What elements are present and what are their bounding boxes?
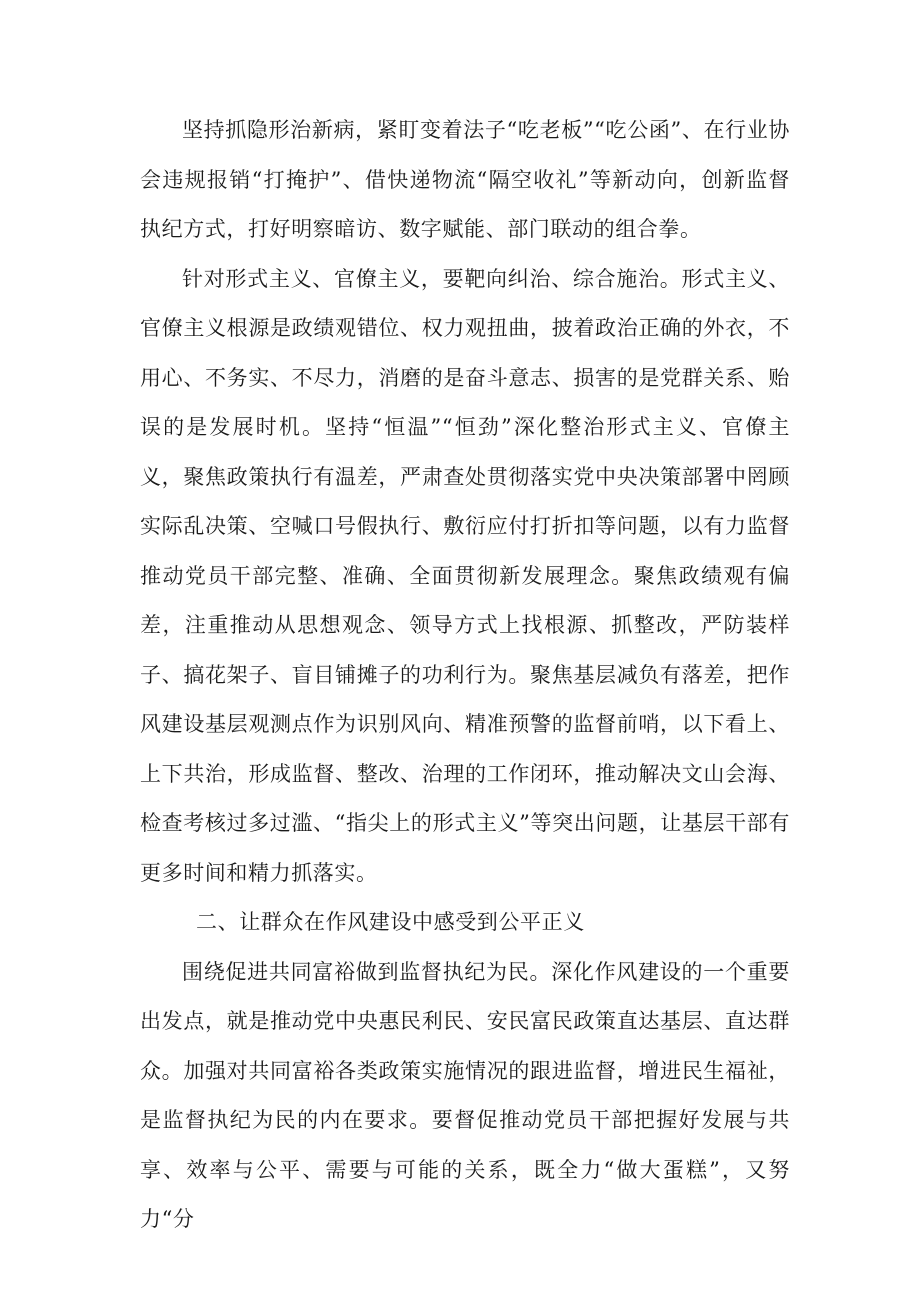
paragraph-hidden-forms: 坚持抓隐形治新病，紧盯变着法子“吃老板”“吃公函”、在行业协会违规报销“打掩护”、借快递物流“隔空收礼”等新动向，创新监督执纪方式，打好明察暗访、数字赋能、部门联动的组合拳。 [140, 118, 790, 241]
paragraph-common-prosperity: 围绕促进共同富裕做到监督执纪为民。深化作风建设的一个重要出发点，就是推动党中央惠民利民、安民富民政策直达基层、直达群众。加强对共同富裕各类政策实施情况的跟进监督，增进民生福祉，是监督执纪为民的内在要求。要督促推动党员干部把握好发展与共享、效率与公平、需要与可能的关系，既全力“做大蛋糕”，又努力“分 [140, 959, 790, 1231]
section-heading: 二、让群众在作风建设中感受到公平正义 [196, 910, 585, 934]
paragraph-formalism-bureaucratism: 针对形式主义、官僚主义，要靶向纠治、综合施治。形式主义、官僚主义根源是政绩观错位、权力观扭曲，披着政治正确的外衣，不用心、不务实、不尽力，消磨的是奋斗意志、损害的是党群关系、贻误的是发展时机。坚持“恒温”“恒劲”深化整治形式主义、官僚主义，聚焦政策执行有温差，严肃查处贯彻落实党中央决策部署中罔顾实际乱决策、空喊口号假执行、敷衍应付打折扣等问题，以有力监督推动党员干部完整、准确、全面贯彻新发展理念。聚焦政绩观有偏差，注重推动从思想观念、领导方式上找根源、抓整改，严防装样子、搞花架子、盲目铺摊子的功利行为。聚焦基层减负有落差，把作风建设基层观测点作为识别风向、精准预警的监督前哨，以下看上、上下共治，形成监督、整改、治理的工作闭环，推动解决文山会海、检查考核过多过滥、“指尖上的形式主义”等突出问题，让基层干部有更多时间和精力抓落实。 [140, 266, 790, 885]
document-body [140, 106, 790, 1245]
